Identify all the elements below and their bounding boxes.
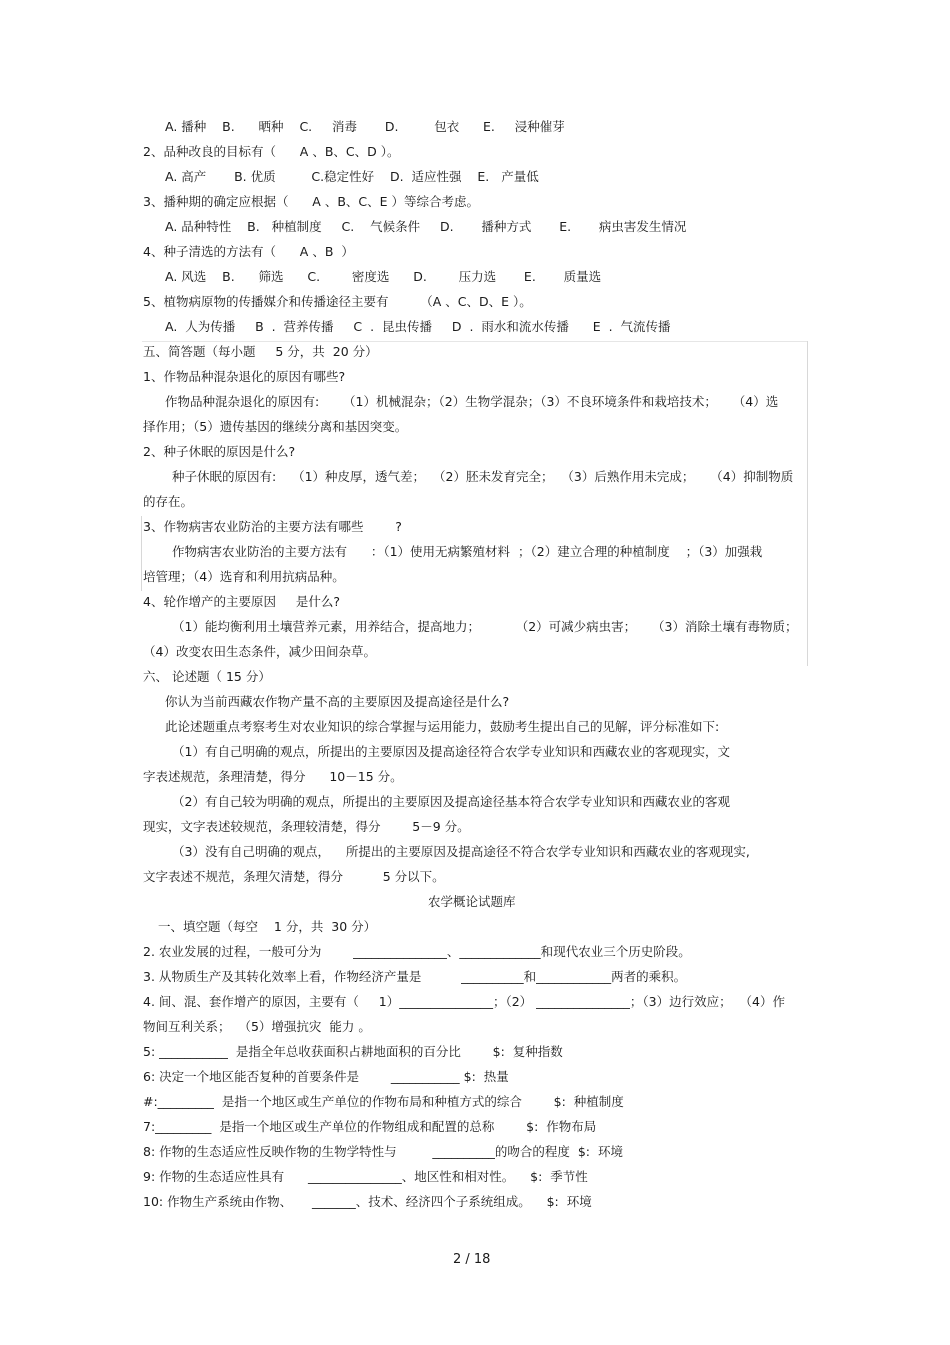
answer-4-line-1: （1）能均衡利用土壤营养元素，用养结合，提高地力； （2）可减少病虫害； （3）消除土壤有毒物质； [172,619,798,634]
answer-2-line-2: 的存在。 [143,494,194,509]
question-5: 5、植物病原物的传播媒介和传播途径主要有 （A 、C、D、E ）。 [143,294,532,309]
fill-in-6: 6: 决定一个地区能否复种的首要条件是 ___________ $: 热量 [143,1069,509,1084]
fill-in-5: 5: ___________ 是指全年总收获面积占耕地面积的百分比 $: 复种指数 [143,1044,563,1059]
criteria-3-line-2: 文字表述不规范，条理欠清楚，得分 5 分以下。 [143,869,445,884]
short-answer-1: 1、作物品种混杂退化的原因有哪些? [143,369,346,384]
scan-border-left [141,516,142,591]
fill-in-4-line-2: 物间互利关系； （5）增强抗灾 能力 。 [143,1019,371,1034]
question-3: 3、播种期的确定应根据（ A 、B、C、E ）等综合考虑。 [143,194,479,209]
section-6-heading: 六、 论述题（ 15 分） [143,669,271,684]
fill-in-3: 3. 从物质生产及其转化效率上看，作物经济产量是 __________和____________两者的乘积。 [143,969,687,984]
answer-2-line-1: 种子休眠的原因有: （1）种皮厚，透气差； （2）胚未发育完全； （3）后熟作用未完成； （4）抑制物质 [172,469,794,484]
criteria-1-line-2: 字表述规范，条理清楚，得分 10－15 分。 [143,769,403,784]
q2-options: A. 高产 B. 优质 C.稳定性好 D. 适应性强 E. 产量低 [165,169,539,184]
essay-intro: 此论述题重点考察考生对农业知识的综合掌握与运用能力，鼓励考生提出自己的见解，评分标准如下: [165,719,720,734]
question-4: 4、种子清选的方法有（ A 、B ） [143,244,354,259]
scan-border-right [807,341,808,666]
question-2: 2、品种改良的目标有（ A 、B、C、D ）。 [143,144,400,159]
criteria-1-line-1: （1）有自己明确的观点，所提出的主要原因及提高途径符合农学专业知识和西藏农业的客观现实，文 [172,744,730,759]
answer-3-line-2: 培管理；（4）选育和利用抗病品种。 [143,569,345,584]
answer-3-line-1: 作物病害农业防治的主要方法有 ：（1）使用无病繁殖材料 ；（2）建立合理的种植制度 ；（3）加强栽 [172,544,763,559]
fill-in-10: 10: 作物生产系统由作物、 _______、技术、经济四个子系统组成。 $: 环境 [143,1194,592,1209]
short-answer-3: 3、作物病害农业防治的主要方法有哪些 ? [143,519,402,534]
page-number: 2 / 18 [453,1252,491,1267]
short-answer-4: 4、轮作增产的主要原因 是什么? [143,594,340,609]
scan-border-top [142,341,808,342]
q4-options: A. 风选 B. 筛选 C. 密度选 D. 压力选 E. 质量选 [165,269,602,284]
answer-4-line-2: （4）改变农田生态条件，减少田间杂草。 [143,644,376,659]
q1-options: A. 播种 B. 晒种 C. 消毒 D. 包衣 E. 浸种催芽 [165,119,565,134]
criteria-2-line-1: （2）有自己较为明确的观点，所提出的主要原因及提高途径基本符合农学专业知识和西藏农业的客观 [172,794,730,809]
short-answer-2: 2、种子休眠的原因是什么? [143,444,296,459]
answer-1-line-1: 作物品种混杂退化的原因有: （1）机械混杂；（2）生物学混杂；（3）不良环境条件和栽培技术； （4）选 [165,394,779,409]
fill-in-8: 8: 作物的生态适应性反映作物的生物学特性与 __________的吻合的程度 $: 环境 [143,1144,623,1159]
essay-question: 你认为当前西藏农作物产量不高的主要原因及提高途径是什么? [165,694,510,709]
criteria-2-line-2: 现实，文字表述较规范，条理较清楚，得分 5－9 分。 [143,819,470,834]
fill-in-2: 2. 农业发展的过程，一般可分为 _______________、_____________和现代农业三个历史阶段。 [143,944,691,959]
criteria-3-line-1: （3）没有自己明确的观点， 所提出的主要原因及提高途径不符合农学专业知识和西藏农业的客观现实, [172,844,750,859]
q5-options: A. 人为传播 B . 营养传播 C . 昆虫传播 D . 雨水和流水传播 E . 气流传播 [165,319,671,334]
answer-1-line-2: 择作用；（5）遗传基因的继续分离和基因突变。 [143,419,408,434]
section-5-heading: 五、简答题（每小题 5 分，共 20 分） [143,344,378,359]
fill-in-7: 7:_________ 是指一个地区或生产单位的作物组成和配置的总称 $: 作物布局 [143,1119,597,1134]
question-bank-title: 农学概论试题库 [428,894,516,909]
fill-in-heading: 一、填空题（每空 1 分，共 30 分） [158,919,377,934]
fill-in-hash: #:_________ 是指一个地区或生产单位的作物布局和种植方式的综合 $: 种植制度 [143,1094,624,1109]
q3-options: A. 品种特性 B. 种植制度 C. 气候条件 D. 播种方式 E. 病虫害发生情况 [165,219,687,234]
fill-in-9: 9: 作物的生态适应性具有 _______________、地区性和相对性。 $: 季节性 [143,1169,588,1184]
fill-in-4-line-1: 4. 间、混、套作增产的原因，主要有（ 1）_______________；（2） _______________；（3）边行效应； （4）作 [143,994,785,1009]
